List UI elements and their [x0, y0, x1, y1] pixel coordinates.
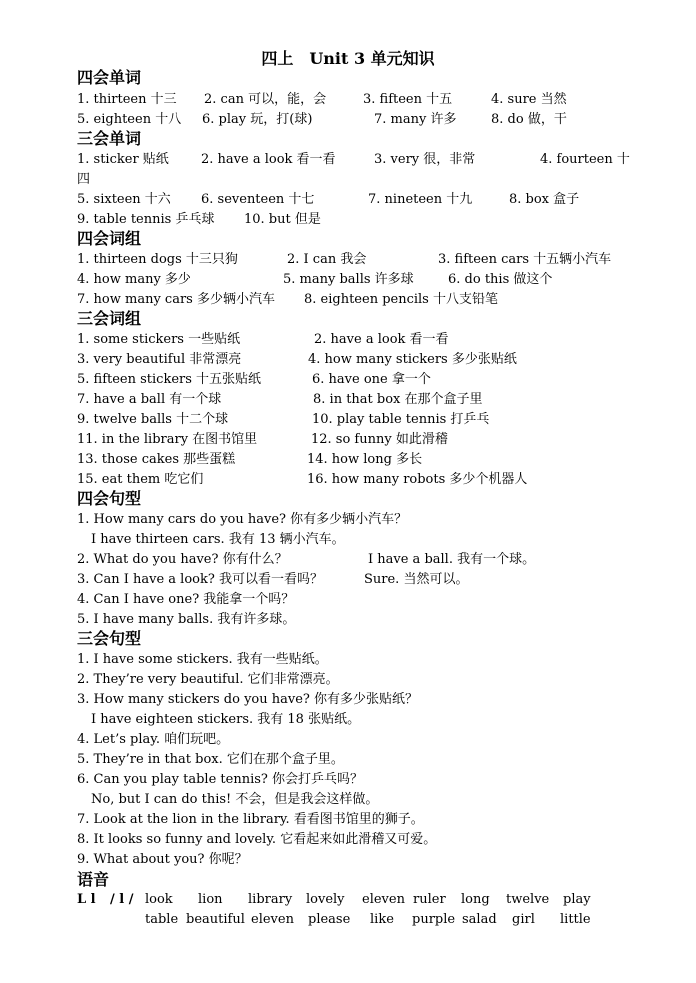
list-item	[77, 570, 689, 590]
phonics-word: salad	[462, 912, 497, 927]
section-heading-four-skill-words: 四会单词	[77, 68, 142, 87]
entry: 8. eighteen pencils 十八支铅笔	[304, 292, 498, 307]
entry: 3. very 很，非常	[374, 152, 476, 167]
phonics-word: lovely	[306, 892, 345, 907]
entry: 2. have a look 看一看	[201, 152, 336, 167]
entry: 5. eighteen 十八	[77, 112, 182, 127]
entry: 1. How many cars do you have? 你有多少辆小汽车？	[77, 512, 408, 527]
entry: I have thirteen cars. 我有 13 辆小汽车。	[91, 532, 345, 547]
phonics-word: eleven	[362, 892, 405, 907]
entry: 2. What do you have? 你有什么？	[77, 552, 288, 567]
entry: 6. Can you play table tennis? 你会打乒乓吗？	[77, 772, 363, 787]
list-item	[77, 290, 689, 310]
entry: 6. play 玩，打(球)	[202, 112, 313, 127]
list-item	[77, 530, 689, 550]
entry: 3. Can I have a look? 我可以看一看吗？	[77, 572, 323, 587]
phonics-word: play	[563, 892, 591, 907]
entry: 4. Can I have one? 我能拿一个吗？	[77, 592, 295, 607]
entry: 16. how many robots 多少个机器人	[307, 472, 528, 487]
list-item	[77, 850, 689, 870]
entry: 5. They’re in that box. 它们在那个盒子里。	[77, 752, 344, 767]
list-item	[77, 410, 689, 430]
entry: 9. table tennis 乒乓球	[77, 212, 215, 227]
entry: 1. thirteen 十三	[77, 92, 177, 107]
entry: No, but I can do this! 不会，但是我会这样做。	[91, 792, 379, 807]
entry: 10. but 但是	[244, 212, 321, 227]
entry: 5. fifteen stickers 十五张贴纸	[77, 372, 262, 387]
list-item	[77, 370, 689, 390]
entry: 12. so funny 如此滑稽	[311, 432, 448, 447]
list-item	[77, 170, 689, 190]
phonics-word: please	[308, 912, 351, 927]
list-item	[77, 510, 689, 530]
entry: 8. do 做，干	[491, 112, 567, 127]
phonics-word: table	[145, 912, 179, 927]
entry: 10. play table tennis 打乒乓	[312, 412, 490, 427]
phonics-word: girl	[512, 912, 535, 927]
entry: 9. twelve balls 十二个球	[77, 412, 229, 427]
entry: 1. thirteen dogs 十三只狗	[77, 252, 238, 267]
list-item	[77, 830, 689, 850]
phonics-sound: / l /	[110, 892, 134, 907]
list-item	[77, 790, 689, 810]
phonics-word: lion	[198, 892, 223, 907]
entry: 8. It looks so funny and lovely. 它看起来如此滑稽又可爱。	[77, 832, 437, 847]
list-item	[77, 750, 689, 770]
entry: 3. fifteen cars 十五辆小汽车	[438, 252, 612, 267]
list-item	[77, 250, 689, 270]
section-heading-four-skill-phrases: 四会词组	[77, 229, 142, 248]
phonics-word: long	[461, 892, 490, 907]
section-heading-three-skill-words: 三会单词	[77, 129, 142, 148]
entry: 四	[77, 172, 91, 187]
list-item	[77, 470, 689, 490]
entry: 7. Look at the lion in the library. 看看图书馆里的狮子。	[77, 812, 424, 827]
phonics-word: library	[248, 892, 293, 907]
entry: 5. I have many balls. 我有许多球。	[77, 612, 296, 627]
entry: 2. They’re very beautiful. 它们非常漂亮。	[77, 672, 339, 687]
list-item	[77, 190, 689, 210]
entry: 2. have a look 看一看	[314, 332, 449, 347]
entry: 5. sixteen 十六	[77, 192, 171, 207]
list-item	[77, 90, 689, 110]
entry: 6. seventeen 十七	[201, 192, 315, 207]
entry: 14. how long 多长	[307, 452, 423, 467]
page-title: 四上 Unit 3 单元知识	[261, 49, 435, 68]
entry: 4. sure 当然	[491, 92, 567, 107]
entry: 6. do this 做这个	[448, 272, 553, 287]
entry: 2. can 可以，能，会	[204, 92, 327, 107]
entry: 1. some stickers 一些贴纸	[77, 332, 241, 347]
phonics-word: beautiful	[186, 912, 245, 927]
list-item	[77, 690, 689, 710]
entry: Sure. 当然可以。	[364, 572, 469, 587]
list-item	[77, 610, 689, 630]
list-item	[77, 430, 689, 450]
section-heading-four-skill-sentences: 四会句型	[77, 489, 142, 508]
entry: I have eighteen stickers. 我有 18 张贴纸。	[91, 712, 361, 727]
phonics-word: little	[560, 912, 591, 927]
list-item	[77, 550, 689, 570]
entry: 4. how many stickers 多少张贴纸	[308, 352, 517, 367]
entry: 7. many 许多	[374, 112, 457, 127]
entry: 4. how many 多少	[77, 272, 191, 287]
list-item	[77, 730, 689, 750]
phonics-letter: L l	[77, 892, 96, 907]
entry: 11. in the library 在图书馆里	[77, 432, 258, 447]
entry: 1. I have some stickers. 我有一些贴纸。	[77, 652, 328, 667]
list-item	[77, 450, 689, 470]
list-item	[77, 650, 689, 670]
entry: 8. box 盒子	[509, 192, 580, 207]
list-item	[77, 390, 689, 410]
entry: I have a ball. 我有一个球。	[368, 552, 536, 567]
section-heading-three-skill-phrases: 三会词组	[77, 309, 142, 328]
entry: 1. sticker 贴纸	[77, 152, 169, 167]
list-item	[77, 150, 689, 170]
entry: 3. How many stickers do you have? 你有多少张贴纸？	[77, 692, 419, 707]
entry: 13. those cakes 那些蛋糕	[77, 452, 236, 467]
entry: 5. many balls 许多球	[283, 272, 414, 287]
phonics-word: twelve	[506, 892, 550, 907]
list-item	[77, 270, 689, 290]
entry: 7. have a ball 有一个球	[77, 392, 222, 407]
entry: 8. in that box 在那个盒子里	[313, 392, 483, 407]
entry: 4. Let’s play. 咱们玩吧。	[77, 732, 230, 747]
entry: 3. very beautiful 非常漂亮	[77, 352, 242, 367]
phonics-word: like	[370, 912, 394, 927]
entry: 7. nineteen 十九	[368, 192, 473, 207]
entry: 15. eat them 吃它们	[77, 472, 204, 487]
phonics-word: ruler	[413, 892, 446, 907]
entry: 7. how many cars 多少辆小汽车	[77, 292, 275, 307]
entry: 4. fourteen 十	[540, 152, 630, 167]
entry: 2. I can 我会	[287, 252, 367, 267]
entry: 6. have one 拿一个	[312, 372, 431, 387]
list-item	[77, 590, 689, 610]
phonics-word: purple	[412, 912, 456, 927]
list-item	[77, 330, 689, 350]
list-item	[77, 770, 689, 790]
phonics-word: look	[145, 892, 173, 907]
section-heading-phonics: 语音	[77, 870, 110, 889]
list-item	[77, 210, 689, 230]
phonics-word: eleven	[251, 912, 294, 927]
list-item	[77, 710, 689, 730]
section-heading-three-skill-sentences: 三会句型	[77, 629, 142, 648]
list-item	[77, 670, 689, 690]
entry: 9. What about you? 你呢？	[77, 852, 248, 867]
list-item	[77, 350, 689, 370]
entry: 3. fifteen 十五	[363, 92, 453, 107]
list-item	[77, 110, 689, 130]
list-item	[77, 810, 689, 830]
